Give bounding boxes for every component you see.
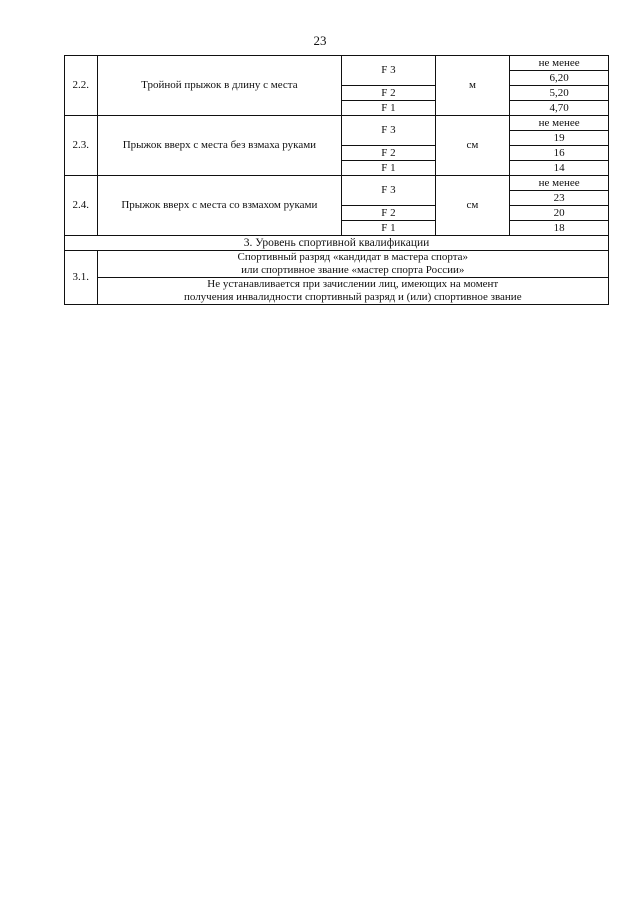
value-cell: 14 xyxy=(510,161,609,176)
test-name: Прыжок вверх с места без взмаха руками xyxy=(97,116,342,176)
requirement-line: Спортивный разряд «кандидат в мастера спорта» xyxy=(237,251,469,263)
class-label: F 3 xyxy=(342,176,435,206)
table-row xyxy=(65,176,609,191)
class-label: F 1 xyxy=(342,161,435,176)
row-number: 3.1. xyxy=(65,251,98,305)
value-cell: 18 xyxy=(510,221,609,236)
table-row xyxy=(65,278,609,305)
row-number: 2.4. xyxy=(65,176,98,236)
value-cell: 16 xyxy=(510,146,609,161)
value-header: не менее xyxy=(510,56,609,71)
qualification-requirement xyxy=(97,251,608,278)
note-line: получения инвалидности спортивный разряд и (или) спортивное звание xyxy=(183,291,522,303)
value-cell: 23 xyxy=(510,191,609,206)
class-label: F 3 xyxy=(342,56,435,86)
class-label: F 2 xyxy=(342,146,435,161)
value-cell: 19 xyxy=(510,131,609,146)
qualification-note xyxy=(97,278,608,305)
value-cell: 5,20 xyxy=(510,86,609,101)
class-label: F 2 xyxy=(342,86,435,101)
value-cell: 20 xyxy=(510,206,609,221)
value-header: не менее xyxy=(510,116,609,131)
unit: см xyxy=(435,176,510,236)
row-number: 2.2. xyxy=(65,56,98,116)
requirement-line: или спортивное звание «мастер спорта России» xyxy=(241,264,465,276)
section-title: 3. Уровень спортивной квалификации xyxy=(65,236,609,251)
class-label: F 1 xyxy=(342,221,435,236)
test-name: Тройной прыжок в длину с места xyxy=(97,56,342,116)
value-cell: 6,20 xyxy=(510,71,609,86)
value-cell: 4,70 xyxy=(510,101,609,116)
table-row xyxy=(65,116,609,131)
class-label: F 2 xyxy=(342,206,435,221)
test-name: Прыжок вверх с места со взмахом руками xyxy=(97,176,342,236)
unit: см xyxy=(435,116,510,176)
page-number: 23 xyxy=(313,33,327,48)
table-row xyxy=(65,236,609,251)
table-row xyxy=(65,251,609,278)
table-row xyxy=(65,56,609,71)
class-label: F 1 xyxy=(342,101,435,116)
norms-table xyxy=(64,55,609,305)
value-header: не менее xyxy=(510,176,609,191)
row-number: 2.3. xyxy=(65,116,98,176)
class-label: F 3 xyxy=(342,116,435,146)
note-line: Не устанавливается при зачислении лиц, имеющих на момент xyxy=(207,278,499,290)
unit: м xyxy=(435,56,510,116)
